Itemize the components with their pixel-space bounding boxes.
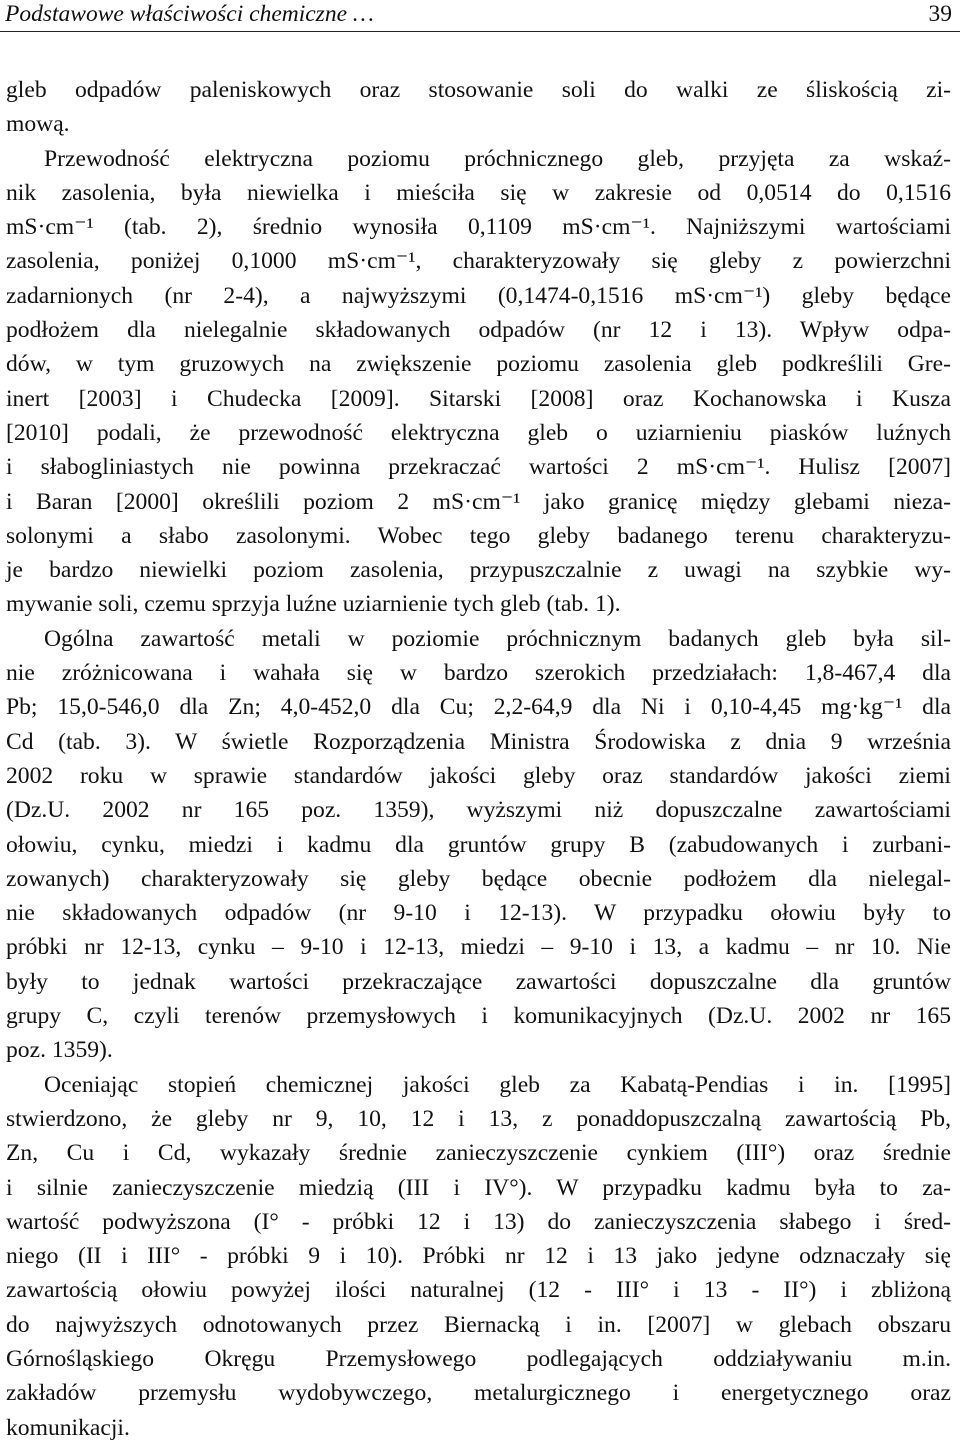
text-line: do najwyższych odnotowanych przez Biernacką i in. [2007] w glebach obszaru — [6, 1311, 951, 1338]
running-title: Podstawowe właściwości chemiczne … — [5, 1, 374, 27]
text-line: Oceniając stopień chemicznej jakości gleb za Kabatą-Pendias i in. [1995] — [44, 1071, 951, 1098]
text-line: podłożem dla nielegalnie składowanych odpadów (nr 12 i 13). Wpływ odpa- — [6, 317, 951, 344]
text-line: [2010] podali, że przewodność elektryczna gleb o uziarnieniu piasków luźnych — [6, 419, 951, 446]
text-line: mywanie soli, czemu sprzyja luźne uziarnienie tych gleb (tab. 1). — [6, 591, 621, 618]
text-line: solonymi a słabo zasolonymi. Wobec tego gleby badanego terenu charakteryzu- — [6, 522, 951, 549]
text-line: Cd (tab. 3). W świetle Rozporządzenia Ministra Środowiska z dnia 9 września — [6, 728, 951, 755]
text-line: ołowiu, cynku, miedzi i kadmu dla gruntów grupy B (zabudowanych i zurbani- — [6, 831, 951, 858]
text-line: zawartością ołowiu powyżej ilości naturalnej (12 - III° i 13 - II°) i zbliżoną — [6, 1277, 951, 1304]
text-line: mS·cm⁻¹ (tab. 2), średnio wynosiła 0,1109 mS·cm⁻¹. Najniższymi wartościami — [6, 214, 951, 241]
text-line: i Baran [2000] określili poziom 2 mS·cm⁻¹ jako granicę między glebami nieza- — [6, 488, 951, 515]
text-line: (Dz.U. 2002 nr 165 poz. 1359), wyższymi niż dopuszczalne zawartościami — [6, 797, 951, 824]
body-text — [6, 73, 951, 1445]
text-line: poz. 1359). — [6, 1037, 113, 1064]
text-line: Zn, Cu i Cd, wykazały średnie zanieczyszczenie cynkiem (III°) oraz średnie — [6, 1140, 951, 1167]
header-rule — [0, 31, 960, 32]
text-line: i słabogliniastych nie powinna przekraczać wartości 2 mS·cm⁻¹. Hulisz [2007] — [6, 454, 951, 481]
text-line: Przewodność elektryczna poziomu próchnicznego gleb, przyjęta za wskaź- — [44, 145, 951, 172]
text-line: stwierdzono, że gleby nr 9, 10, 12 i 13, z ponaddopuszczalną zawartością Pb, — [6, 1105, 951, 1132]
text-line: 2002 roku w sprawie standardów jakości gleby oraz standardów jakości ziemi — [6, 762, 951, 789]
text-line: Pb; 15,0-546,0 dla Zn; 4,0-452,0 dla Cu; 2,2-64,9 dla Ni i 0,10-4,45 mg·kg⁻¹ dla — [6, 694, 951, 721]
text-line: zadarnionych (nr 2-4), a najwyższymi (0,1474-0,1516 mS·cm⁻¹) gleby będące — [6, 282, 951, 309]
text-line: je bardzo niewielki poziom zasolenia, przypuszczalnie z uwagi na szybkie wy- — [6, 557, 951, 584]
text-line: nik zasolenia, była niewielka i mieściła się w zakresie od 0,0514 do 0,1516 — [6, 179, 951, 206]
running-header — [5, 0, 952, 31]
text-line: komunikacji. — [6, 1414, 130, 1441]
text-line: nie zróżnicowana i wahała się w bardzo szerokich przedziałach: 1,8-467,4 dla — [6, 660, 951, 687]
text-line: Górnośląskiego Okręgu Przemysłowego podlegających oddziaływaniu m.in. — [6, 1345, 951, 1372]
text-line: inert [2003] i Chudecka [2009]. Sitarski [2008] oraz Kochanowska i Kusza — [6, 385, 951, 412]
text-line: mową. — [6, 111, 70, 138]
text-line: zakładów przemysłu wydobywczego, metalurgicznego i energetycznego oraz — [6, 1380, 951, 1407]
text-line: zowanych) charakteryzowały się gleby będące obecnie podłożem dla nielegal- — [6, 865, 951, 892]
text-line: były to jednak wartości przekraczające zawartości dopuszczalne dla gruntów — [6, 968, 951, 995]
text-line: grupy C, czyli terenów przemysłowych i komunikacyjnych (Dz.U. 2002 nr 165 — [6, 1003, 951, 1030]
text-line: wartość podwyższona (I° - próbki 12 i 13) do zanieczyszczenia słabego i śred- — [6, 1208, 951, 1235]
text-line: Ogólna zawartość metali w poziomie próchnicznym badanych gleb była sil- — [44, 625, 951, 652]
text-line: dów, w tym gruzowych na zwiększenie poziomu zasolenia gleb podkreślili Gre- — [6, 351, 951, 378]
text-line: i silnie zanieczyszczenie miedzią (III i IV°). W przypadku kadmu była to za- — [6, 1174, 951, 1201]
text-line: próbki nr 12-13, cynku – 9-10 i 12-13, miedzi – 9-10 i 13, a kadmu – nr 10. Nie — [6, 934, 951, 961]
text-line: gleb odpadów paleniskowych oraz stosowanie soli do walki ze śliskością zi- — [6, 77, 951, 103]
text-line: nie składowanych odpadów (nr 9-10 i 12-13). W przypadku ołowiu były to — [6, 900, 951, 927]
text-line: zasolenia, poniżej 0,1000 mS·cm⁻¹, charakteryzowały się gleby z powierzchni — [6, 248, 951, 275]
text-line: niego (II i III° - próbki 9 i 10). Próbki nr 12 i 13 jako jedyne odznaczały się — [6, 1243, 951, 1270]
page-number: 39 — [928, 1, 952, 27]
